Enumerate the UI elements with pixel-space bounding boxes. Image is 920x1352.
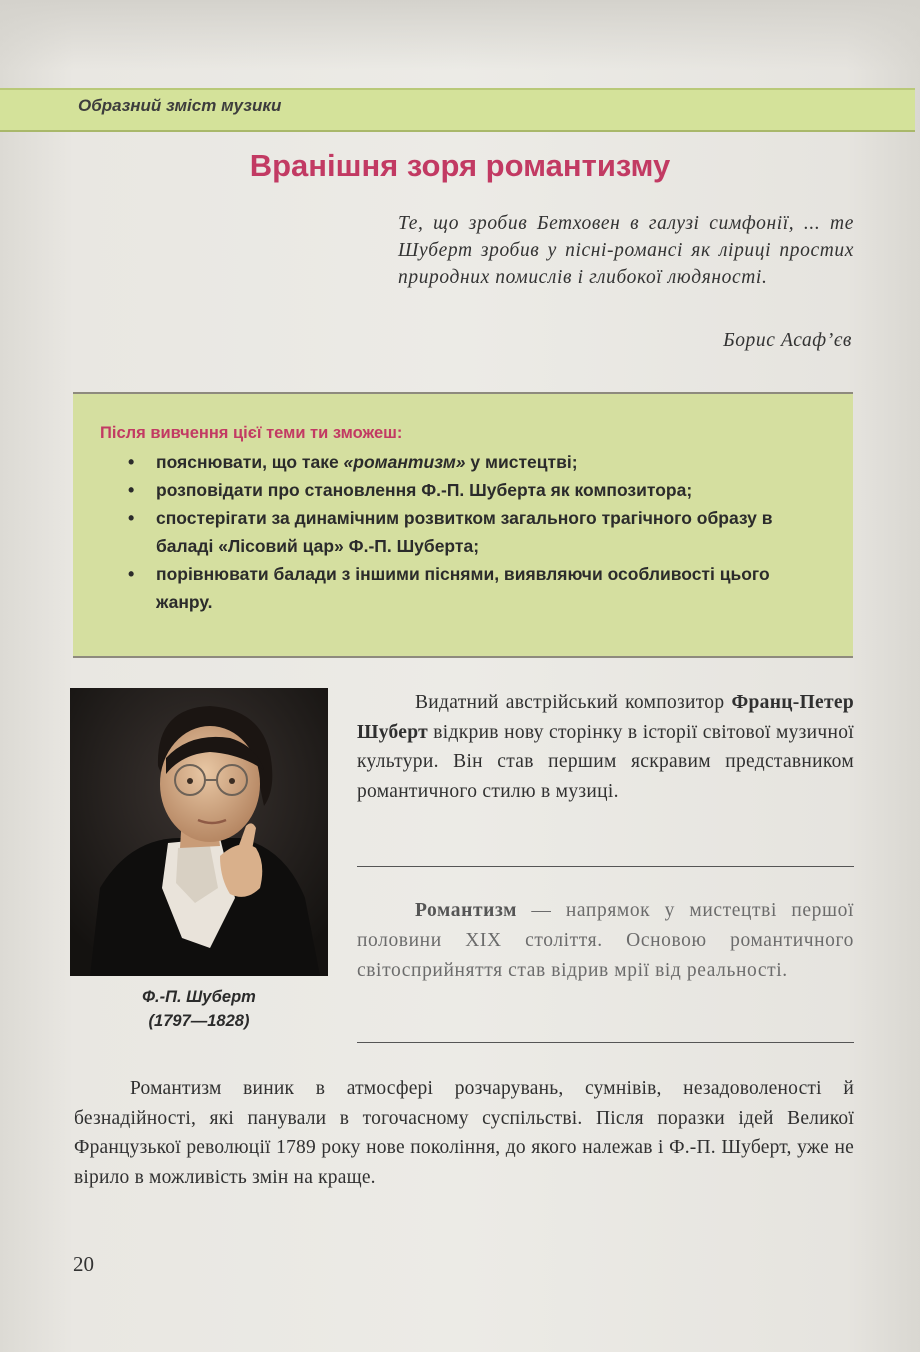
portrait-caption (70, 985, 328, 1033)
epigraph-quote: Те, що зробив Бетховен в галузі симфонії, ... те Шуберт зробив у пісні-романсі як ліриці простих природних помислів і глибокої людяності. (398, 213, 854, 288)
divider-top (357, 866, 854, 867)
goal-text: спостерігати за динамічним розвитком загального трагічного образу в баладі «Лісовий цар» Ф.-П. Шуберта; (156, 508, 773, 556)
goal-item (128, 560, 828, 616)
caption-years: (1797—1828) (148, 1012, 250, 1030)
goal-item (128, 476, 828, 504)
bullet-icon: • (128, 480, 135, 500)
portrait-illustration (70, 688, 328, 976)
intro-paragraph (357, 688, 854, 806)
page-number: 20 (73, 1252, 94, 1276)
learning-goals-heading: Після вивчення цієї теми ти зможеш: (100, 424, 403, 442)
bullet-icon: • (128, 508, 135, 528)
schubert-portrait (70, 688, 328, 976)
learning-goals-list (128, 448, 828, 616)
lesson-title: Вранішня зоря романтизму (249, 148, 671, 183)
body-paragraph: Романтизм виник в атмосфері розчарувань, сумнівів, незадоволеності й безнадійності, які панували в тогочасному суспільстві. Після поразки ідей Великої Французької революції 1789 року нове покоління, до якого належав і Ф.-П. Шуберт, уже не вірило в можливість змін на краще. (74, 1078, 854, 1188)
epigraph-author: Борис Асаф’єв (723, 330, 852, 351)
definition-paragraph (357, 896, 854, 986)
bullet-icon: • (128, 564, 135, 584)
intro-text-end: відкрив нову сторінку в історії світової музичної культури. Він став першим яскравим представником романтичного стилю в музиці. (357, 721, 854, 802)
goal-text: порівнювати балади з іншими піснями, виявляючи особливості цього жанру. (156, 564, 770, 612)
goal-text: пояснювати, що таке (156, 452, 344, 472)
definition-text: — напрямок у мистецтві першої половини XIX століття. Основою романтичного світосприйняття став відрив мрії від реальності. (357, 900, 854, 981)
intro-text: Видатний австрійський композитор (415, 692, 732, 713)
composer-name: Франц-Петер Шуберт (357, 692, 854, 743)
caption-name: Ф.-П. Шуберт (142, 988, 256, 1006)
section-title: Образний зміст музики (78, 96, 282, 115)
bullet-icon: • (128, 452, 135, 472)
definition-term: Романтизм (415, 900, 517, 921)
goal-text: розповідати про становлення Ф.-П. Шуберта як композитора; (156, 480, 693, 500)
goal-item (128, 448, 828, 476)
goal-item (128, 504, 828, 560)
divider-bottom (357, 1042, 854, 1043)
goal-text-end: у мистецтві; (465, 452, 578, 472)
goal-term: «романтизм» (343, 452, 466, 472)
